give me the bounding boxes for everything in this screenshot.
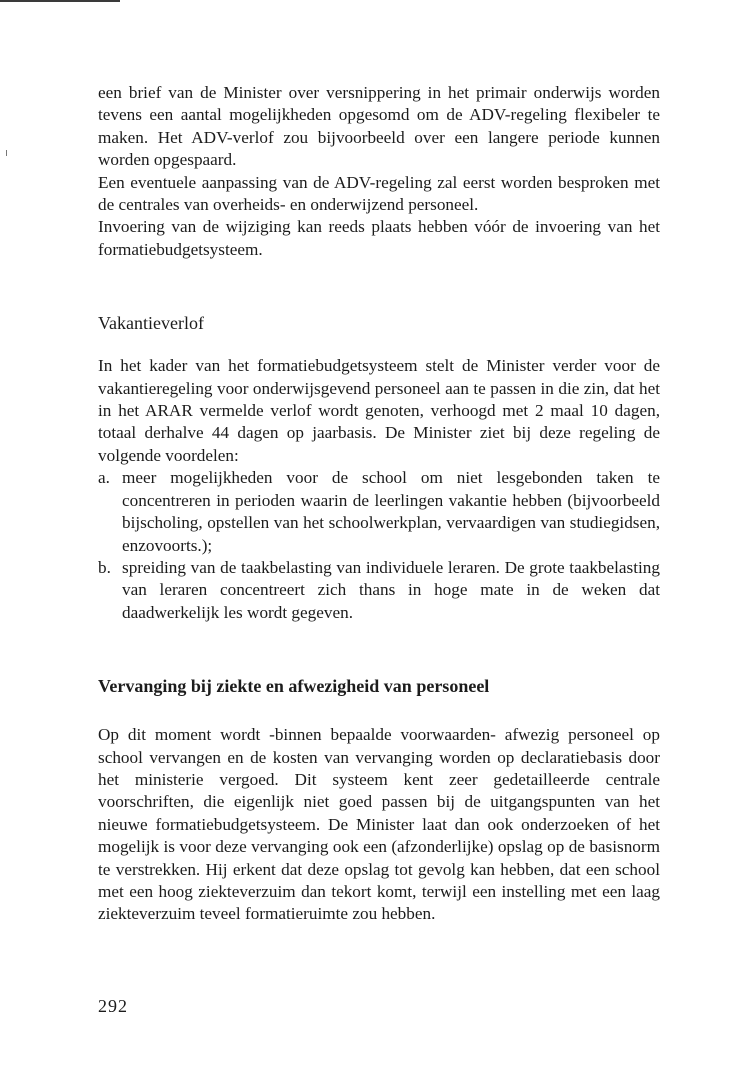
page-number: 292 [98, 996, 128, 1016]
intro-paragraph-2: Een eventuele aanpassing van de ADV-regeling zal eerst worden besproken met de centrales van overheids- en onderwijzend personeel. [98, 172, 660, 215]
page-body [98, 82, 660, 926]
advantages-list [98, 467, 660, 624]
list-item-text: meer mogelijkheden voor de school om niet lesgebonden taken te concentreren in perioden waarin de leerlingen vakantie hebben (bijvoorbeeld bijscholing, opstellen van het schoolwerkplan, vervaardigen van studiegidsen, enzovoorts.); [122, 468, 660, 555]
list-item-text: spreiding van de taakbelasting van individuele leraren. De grote taakbelasting van leraren concentreert zich thans in hoge mate in de weken dat daadwerkelijk les wordt gegeven. [122, 557, 660, 622]
list-item [98, 467, 660, 557]
section-heading-vakantieverlof: Vakantieverlof [98, 313, 204, 334]
margin-mark [6, 150, 7, 156]
section2-paragraph: Op dit moment wordt -binnen bepaalde voorwaarden- afwezig personeel op school vervangen en de kosten van vervanging worden op declaratiebasis door het ministerie vergoed. Dit systeem kent zeer gedetailleerde centrale voorschriften, die eigenlijk niet goed passen bij de uitgangspunten van het nieuwe formatiebudgetsysteem. De Minister laat dan ook onderzoeken of het mogelijk is voor deze vervanging ook een (afzonderlijke) opslag op de basisnorm te verstrekken. Hij erkent dat deze opslag tot gevolg kan hebben, dat een school met een hoog ziekteverzuim dan tekort komt, terwijl een instelling met een laag ziekteverzuim teveel formatieruimte zou hebben. [98, 725, 660, 924]
intro-paragraph-3: Invoering van de wijziging kan reeds plaats hebben vóór de invoering van het formatiebudgetsysteem. [98, 217, 660, 259]
section-heading-vervanging: Vervanging bij ziekte en afwezigheid van personeel [98, 676, 490, 697]
list-marker: b. [98, 557, 111, 577]
intro-paragraph-1: een brief van de Minister over versnippering in het primair onderwijs worden tevens een aantal mogelijkheden opgesomd om de ADV-regeling flexibeler te maken. Het ADV-verlof zou bijvoorbeeld over een langere periode kunnen worden opgespaard. [98, 83, 660, 170]
list-marker: a. [98, 468, 110, 488]
section1-paragraph: In het kader van het formatiebudgetsysteem stelt de Minister verder voor de vakantieregeling voor onderwijsgevend personeel aan te passen in die zin, dat het in het ARAR vermelde verlof wordt genoten, verhoogd met 2 maal 10 dagen, totaal derhalve 44 dagen op jaarbasis. De Minister ziet bij deze regeling de volgende voordelen: [98, 356, 660, 465]
top-edge-rule [0, 0, 120, 2]
list-item [98, 557, 660, 624]
